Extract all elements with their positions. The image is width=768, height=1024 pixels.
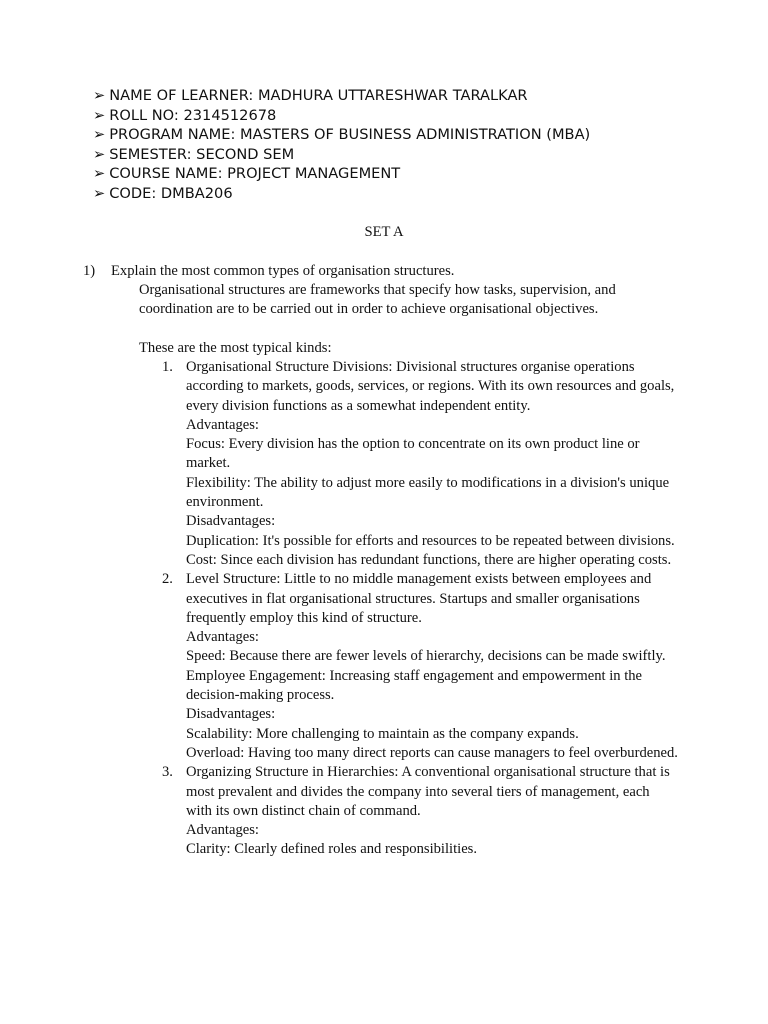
advantage-item: Employee Engagement: Increasing staff engagement and empowerment in the decision-making process.: [186, 667, 643, 704]
list-item: [139, 570, 679, 763]
advantages-heading: Advantages:: [186, 822, 259, 839]
list-item: [139, 763, 679, 859]
type-description: Organizing Structure in Hierarchies: A conventional organisational structure that is most prevalent and divides the company into several tiers of management, each with its own distinct chain of command.: [186, 764, 670, 819]
roll-no-line: ➢ ROLL NO: 2314512678: [93, 106, 277, 124]
type-description: Level Structure: Little to no middle management exists between employees and executives in flat organisational structures. Startups and smaller organisations frequently employ this kind of structure.: [186, 571, 652, 626]
advantages-heading: Advantages:: [186, 629, 259, 646]
advantages-heading: Advantages:: [186, 416, 259, 433]
arrow-bullet-icon: ➢: [93, 106, 106, 124]
list-item: [139, 358, 679, 570]
disadvantage-item: Scalability: More challenging to maintain as the company expands.: [186, 725, 579, 742]
advantage-item: Speed: Because there are fewer levels of hierarchy, decisions can be made swiftly.: [186, 648, 666, 665]
list-item-number: 2.: [162, 571, 173, 588]
list-item-number: 3.: [162, 764, 173, 781]
course-code-line: ➢ CODE: DMBA206: [93, 184, 233, 202]
type-description: Organisational Structure Divisions: Divisional structures organise operations according to markets, goods, services, or regions. With its own resources and goals, every division functions as a somewhat independent entity.: [186, 359, 675, 414]
arrow-bullet-icon: ➢: [93, 184, 106, 202]
advantage-item: Focus: Every division has the option to concentrate on its own product line or market.: [186, 436, 640, 472]
question-number: 1): [83, 263, 96, 279]
program-name-line: ➢ PROGRAM NAME: MASTERS OF BUSINESS ADMINISTRATION (MBA): [93, 126, 591, 144]
disadvantages-heading: Disadvantages:: [186, 513, 276, 530]
disadvantage-item: Overload: Having too many direct reports can cause managers to feel overburdened.: [186, 744, 678, 761]
course-name-line: ➢ COURSE NAME: PROJECT MANAGEMENT: [93, 165, 401, 183]
learner-name-line: ➢ NAME OF LEARNER: MADHURA UTTARESHWAR TARALKAR: [93, 87, 528, 104]
advantage-item: Clarity: Clearly defined roles and responsibilities.: [186, 841, 477, 858]
list-item-number: 1.: [162, 359, 173, 375]
learner-details-list: [93, 86, 590, 204]
advantage-item: Flexibility: The ability to adjust more easily to modifications in a division's unique environment.: [186, 474, 670, 511]
disadvantage-item: Cost: Since each division has redundant functions, there are higher operating costs.: [186, 551, 672, 568]
set-title: SET A: [364, 224, 404, 240]
arrow-bullet-icon: ➢: [93, 165, 106, 183]
question-text: Explain the most common types of organisation structures.: [111, 263, 455, 279]
structure-types-list: [139, 358, 679, 860]
arrow-bullet-icon: ➢: [93, 87, 106, 104]
arrow-bullet-icon: ➢: [93, 126, 106, 144]
typical-kinds-paragraph: These are the most typical kinds:: [139, 340, 332, 356]
semester-line: ➢ SEMESTER: SECOND SEM: [93, 145, 295, 163]
disadvantages-heading: Disadvantages:: [186, 706, 276, 723]
disadvantage-item: Duplication: It's possible for efforts and resources to be repeated between divisions.: [186, 532, 675, 549]
arrow-bullet-icon: ➢: [93, 145, 106, 163]
intro-paragraph: Organisational structures are frameworks that specify how tasks, supervision, and coordination are to be carried out in order to achieve organisational objectives.: [139, 282, 616, 318]
